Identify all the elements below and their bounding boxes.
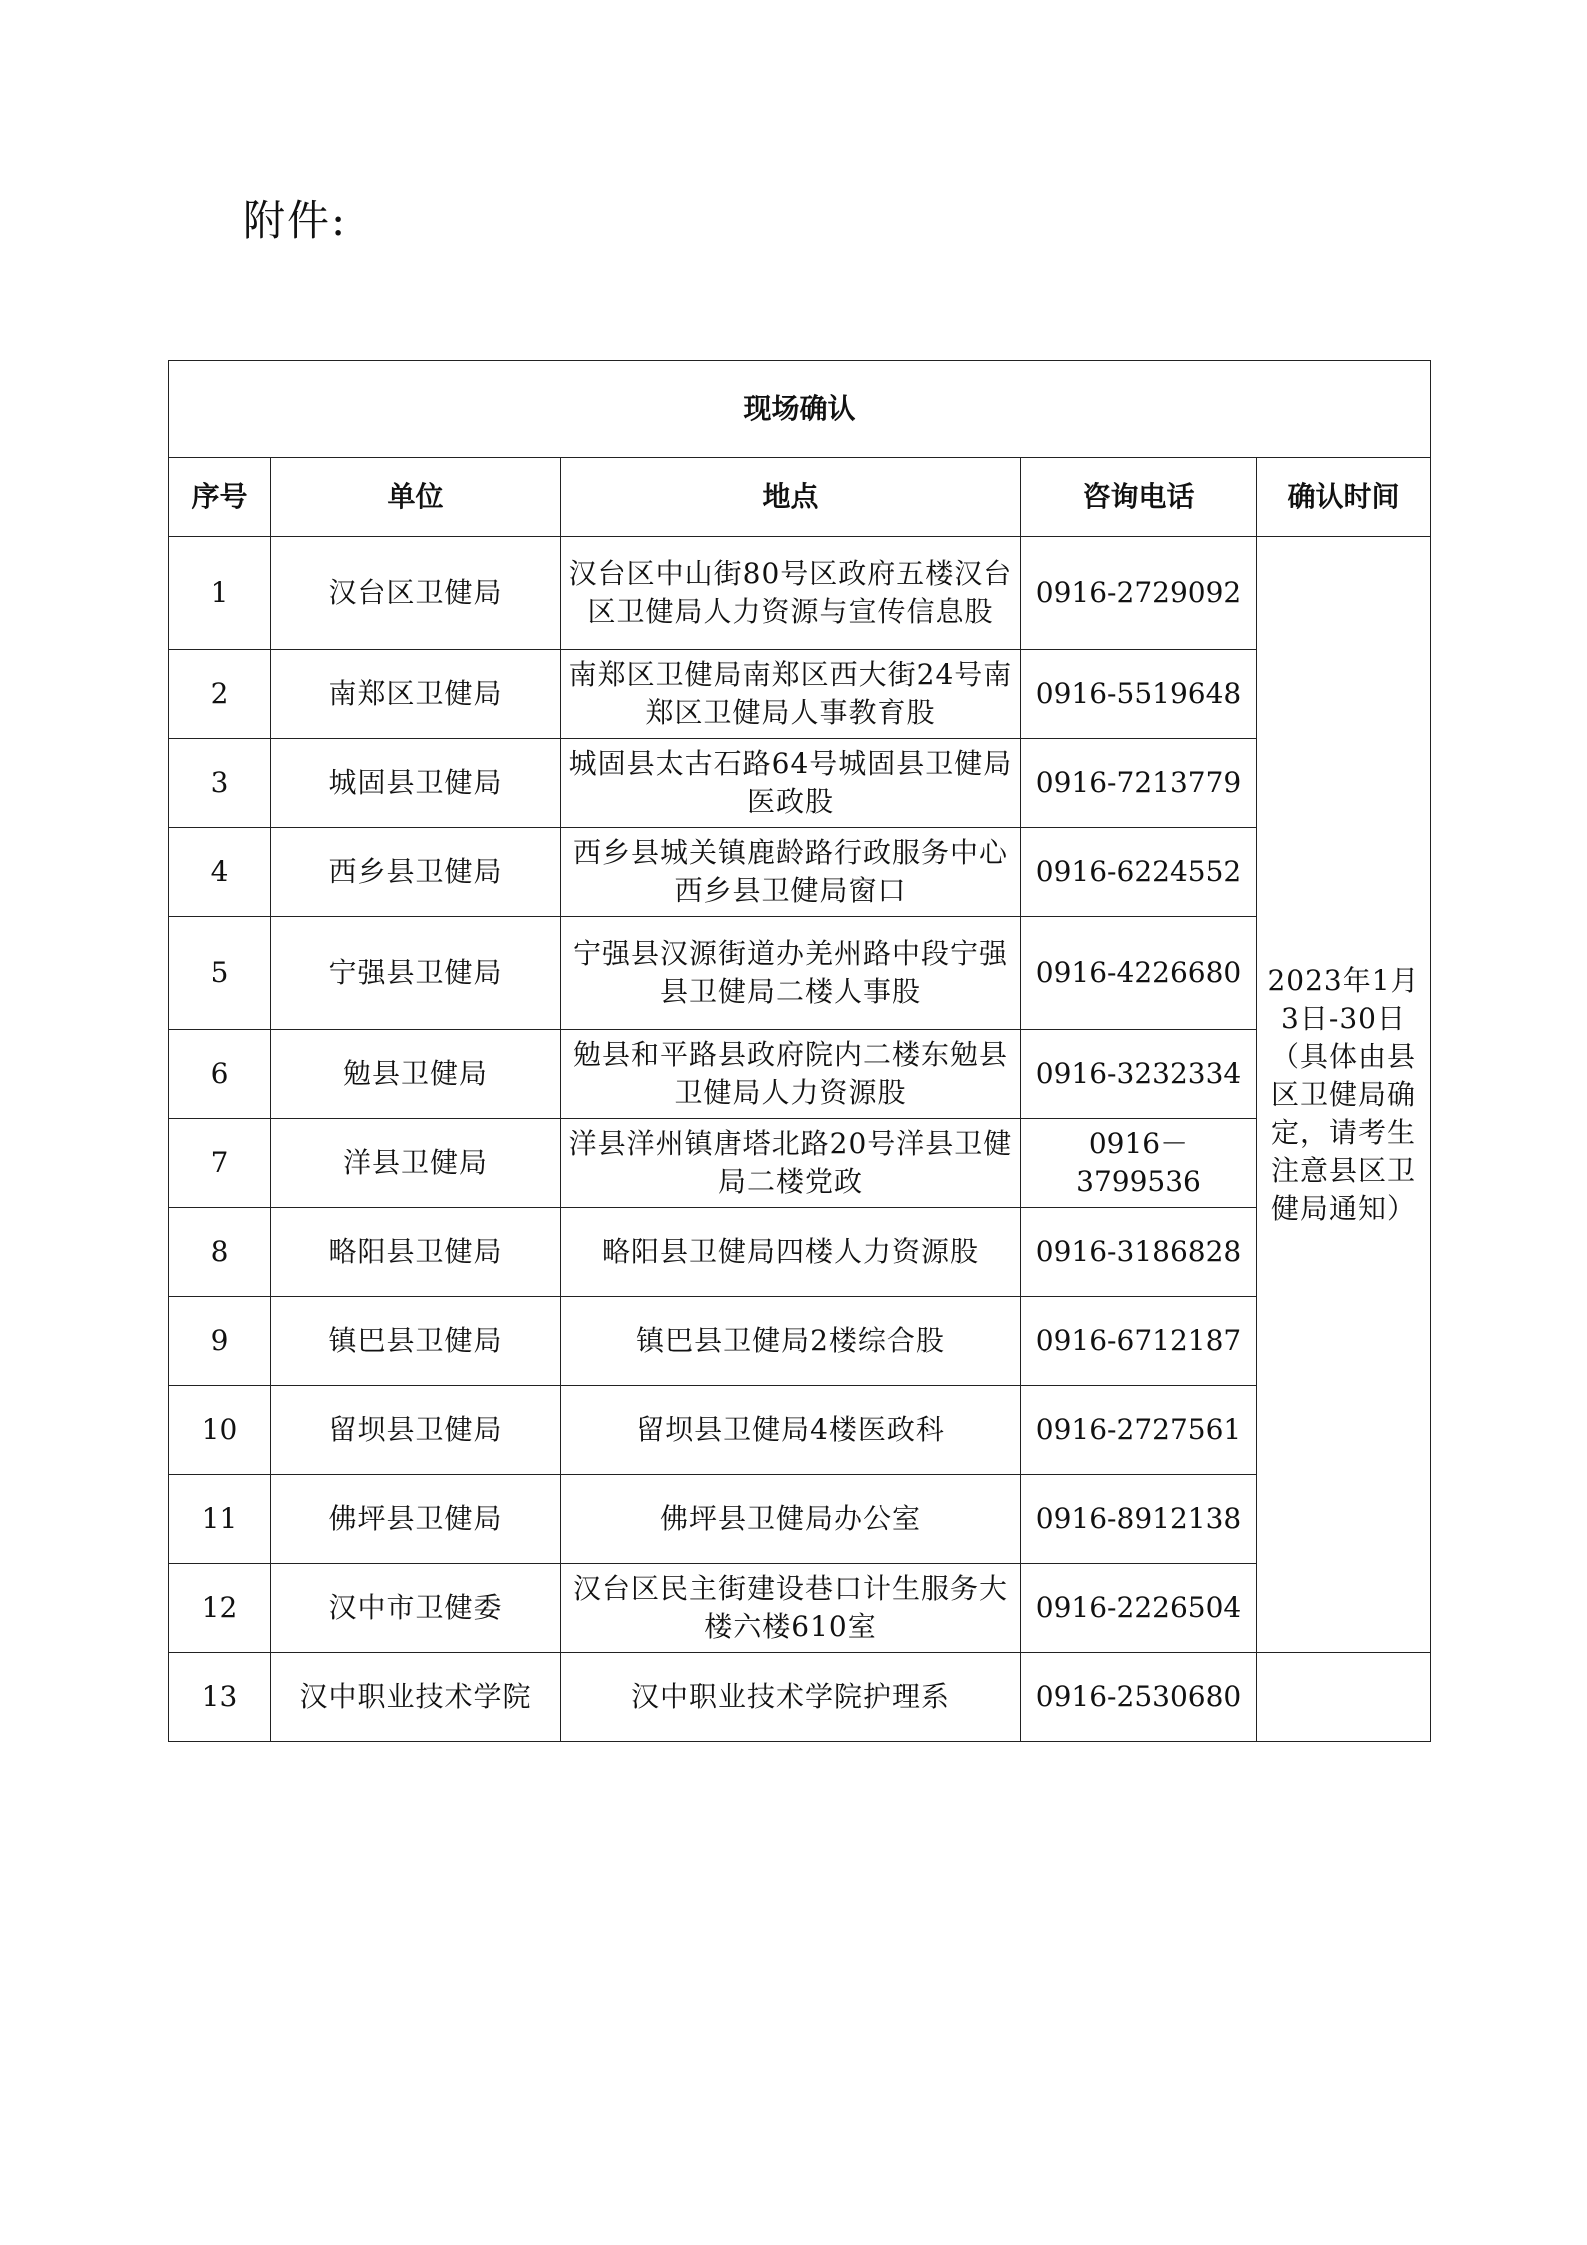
header-confirm-time: 确认时间	[1257, 458, 1431, 537]
cell-location: 佛坪县卫健局办公室	[561, 1475, 1021, 1564]
cell-phone: 0916-3232334	[1021, 1030, 1257, 1119]
cell-location: 留坝县卫健局4楼医政科	[561, 1386, 1021, 1475]
cell-phone: 0916-2729092	[1021, 537, 1257, 650]
cell-number: 3	[169, 739, 271, 828]
onsite-confirmation-table	[168, 360, 1431, 1742]
cell-unit: 西乡县卫健局	[271, 828, 561, 917]
cell-number: 4	[169, 828, 271, 917]
cell-unit: 汉台区卫健局	[271, 537, 561, 650]
cell-unit: 洋县卫健局	[271, 1119, 561, 1208]
cell-confirm-time: 2023年1月3日-30日（具体由县区卫健局确定，请考生注意县区卫健局通知）	[1257, 537, 1431, 1653]
cell-unit: 镇巴县卫健局	[271, 1297, 561, 1386]
cell-phone: 0916-3186828	[1021, 1208, 1257, 1297]
cell-number: 2	[169, 650, 271, 739]
cell-number: 10	[169, 1386, 271, 1475]
cell-phone: 0916-5519648	[1021, 650, 1257, 739]
cell-number: 12	[169, 1564, 271, 1653]
cell-phone: 0916-7213779	[1021, 739, 1257, 828]
cell-location: 镇巴县卫健局2楼综合股	[561, 1297, 1021, 1386]
cell-location: 汉台区民主街建设巷口计生服务大楼六楼610室	[561, 1564, 1021, 1653]
table-row	[169, 1564, 1431, 1653]
cell-unit: 宁强县卫健局	[271, 917, 561, 1030]
cell-phone: 0916-6712187	[1021, 1297, 1257, 1386]
cell-location: 城固县太古石路64号城固县卫健局医政股	[561, 739, 1021, 828]
table-row	[169, 1475, 1431, 1564]
cell-location: 西乡县城关镇鹿龄路行政服务中心西乡县卫健局窗口	[561, 828, 1021, 917]
cell-unit: 略阳县卫健局	[271, 1208, 561, 1297]
table-row	[169, 739, 1431, 828]
cell-number: 6	[169, 1030, 271, 1119]
table-title: 现场确认	[169, 361, 1431, 458]
table-row	[169, 1208, 1431, 1297]
cell-location: 宁强县汉源街道办羌州路中段宁强县卫健局二楼人事股	[561, 917, 1021, 1030]
cell-location: 勉县和平路县政府院内二楼东勉县卫健局人力资源股	[561, 1030, 1021, 1119]
table-row	[169, 650, 1431, 739]
header-phone: 咨询电话	[1021, 458, 1257, 537]
cell-number: 7	[169, 1119, 271, 1208]
cell-phone: 0916-8912138	[1021, 1475, 1257, 1564]
header-unit: 单位	[271, 458, 561, 537]
cell-number: 8	[169, 1208, 271, 1297]
table-row	[169, 537, 1431, 650]
table-row	[169, 1653, 1431, 1742]
header-location: 地点	[561, 458, 1021, 537]
cell-phone: 0916-2226504	[1021, 1564, 1257, 1653]
cell-number: 9	[169, 1297, 271, 1386]
cell-phone: 0916-4226680	[1021, 917, 1257, 1030]
cell-number: 1	[169, 537, 271, 650]
cell-number: 11	[169, 1475, 271, 1564]
cell-phone: 0916－3799536	[1021, 1119, 1257, 1208]
cell-location: 汉中职业技术学院护理系	[561, 1653, 1021, 1742]
attachment-heading: 附件:	[243, 196, 348, 245]
cell-confirm-time-empty	[1257, 1653, 1431, 1742]
cell-unit: 汉中市卫健委	[271, 1564, 561, 1653]
cell-number: 5	[169, 917, 271, 1030]
cell-location: 汉台区中山街80号区政府五楼汉台区卫健局人力资源与宣传信息股	[561, 537, 1021, 650]
cell-unit: 城固县卫健局	[271, 739, 561, 828]
cell-phone: 0916-2530680	[1021, 1653, 1257, 1742]
header-number: 序号	[169, 458, 271, 537]
table-row	[169, 1119, 1431, 1208]
table-row	[169, 1030, 1431, 1119]
table-row	[169, 1297, 1431, 1386]
cell-phone: 0916-6224552	[1021, 828, 1257, 917]
table-row	[169, 1386, 1431, 1475]
cell-phone: 0916-2727561	[1021, 1386, 1257, 1475]
cell-number: 13	[169, 1653, 271, 1742]
cell-location: 洋县洋州镇唐塔北路20号洋县卫健局二楼党政	[561, 1119, 1021, 1208]
cell-unit: 留坝县卫健局	[271, 1386, 561, 1475]
table-row	[169, 828, 1431, 917]
table-row	[169, 917, 1431, 1030]
cell-location: 略阳县卫健局四楼人力资源股	[561, 1208, 1021, 1297]
cell-unit: 南郑区卫健局	[271, 650, 561, 739]
cell-unit: 汉中职业技术学院	[271, 1653, 561, 1742]
cell-unit: 勉县卫健局	[271, 1030, 561, 1119]
cell-unit: 佛坪县卫健局	[271, 1475, 561, 1564]
cell-location: 南郑区卫健局南郑区西大街24号南郑区卫健局人事教育股	[561, 650, 1021, 739]
